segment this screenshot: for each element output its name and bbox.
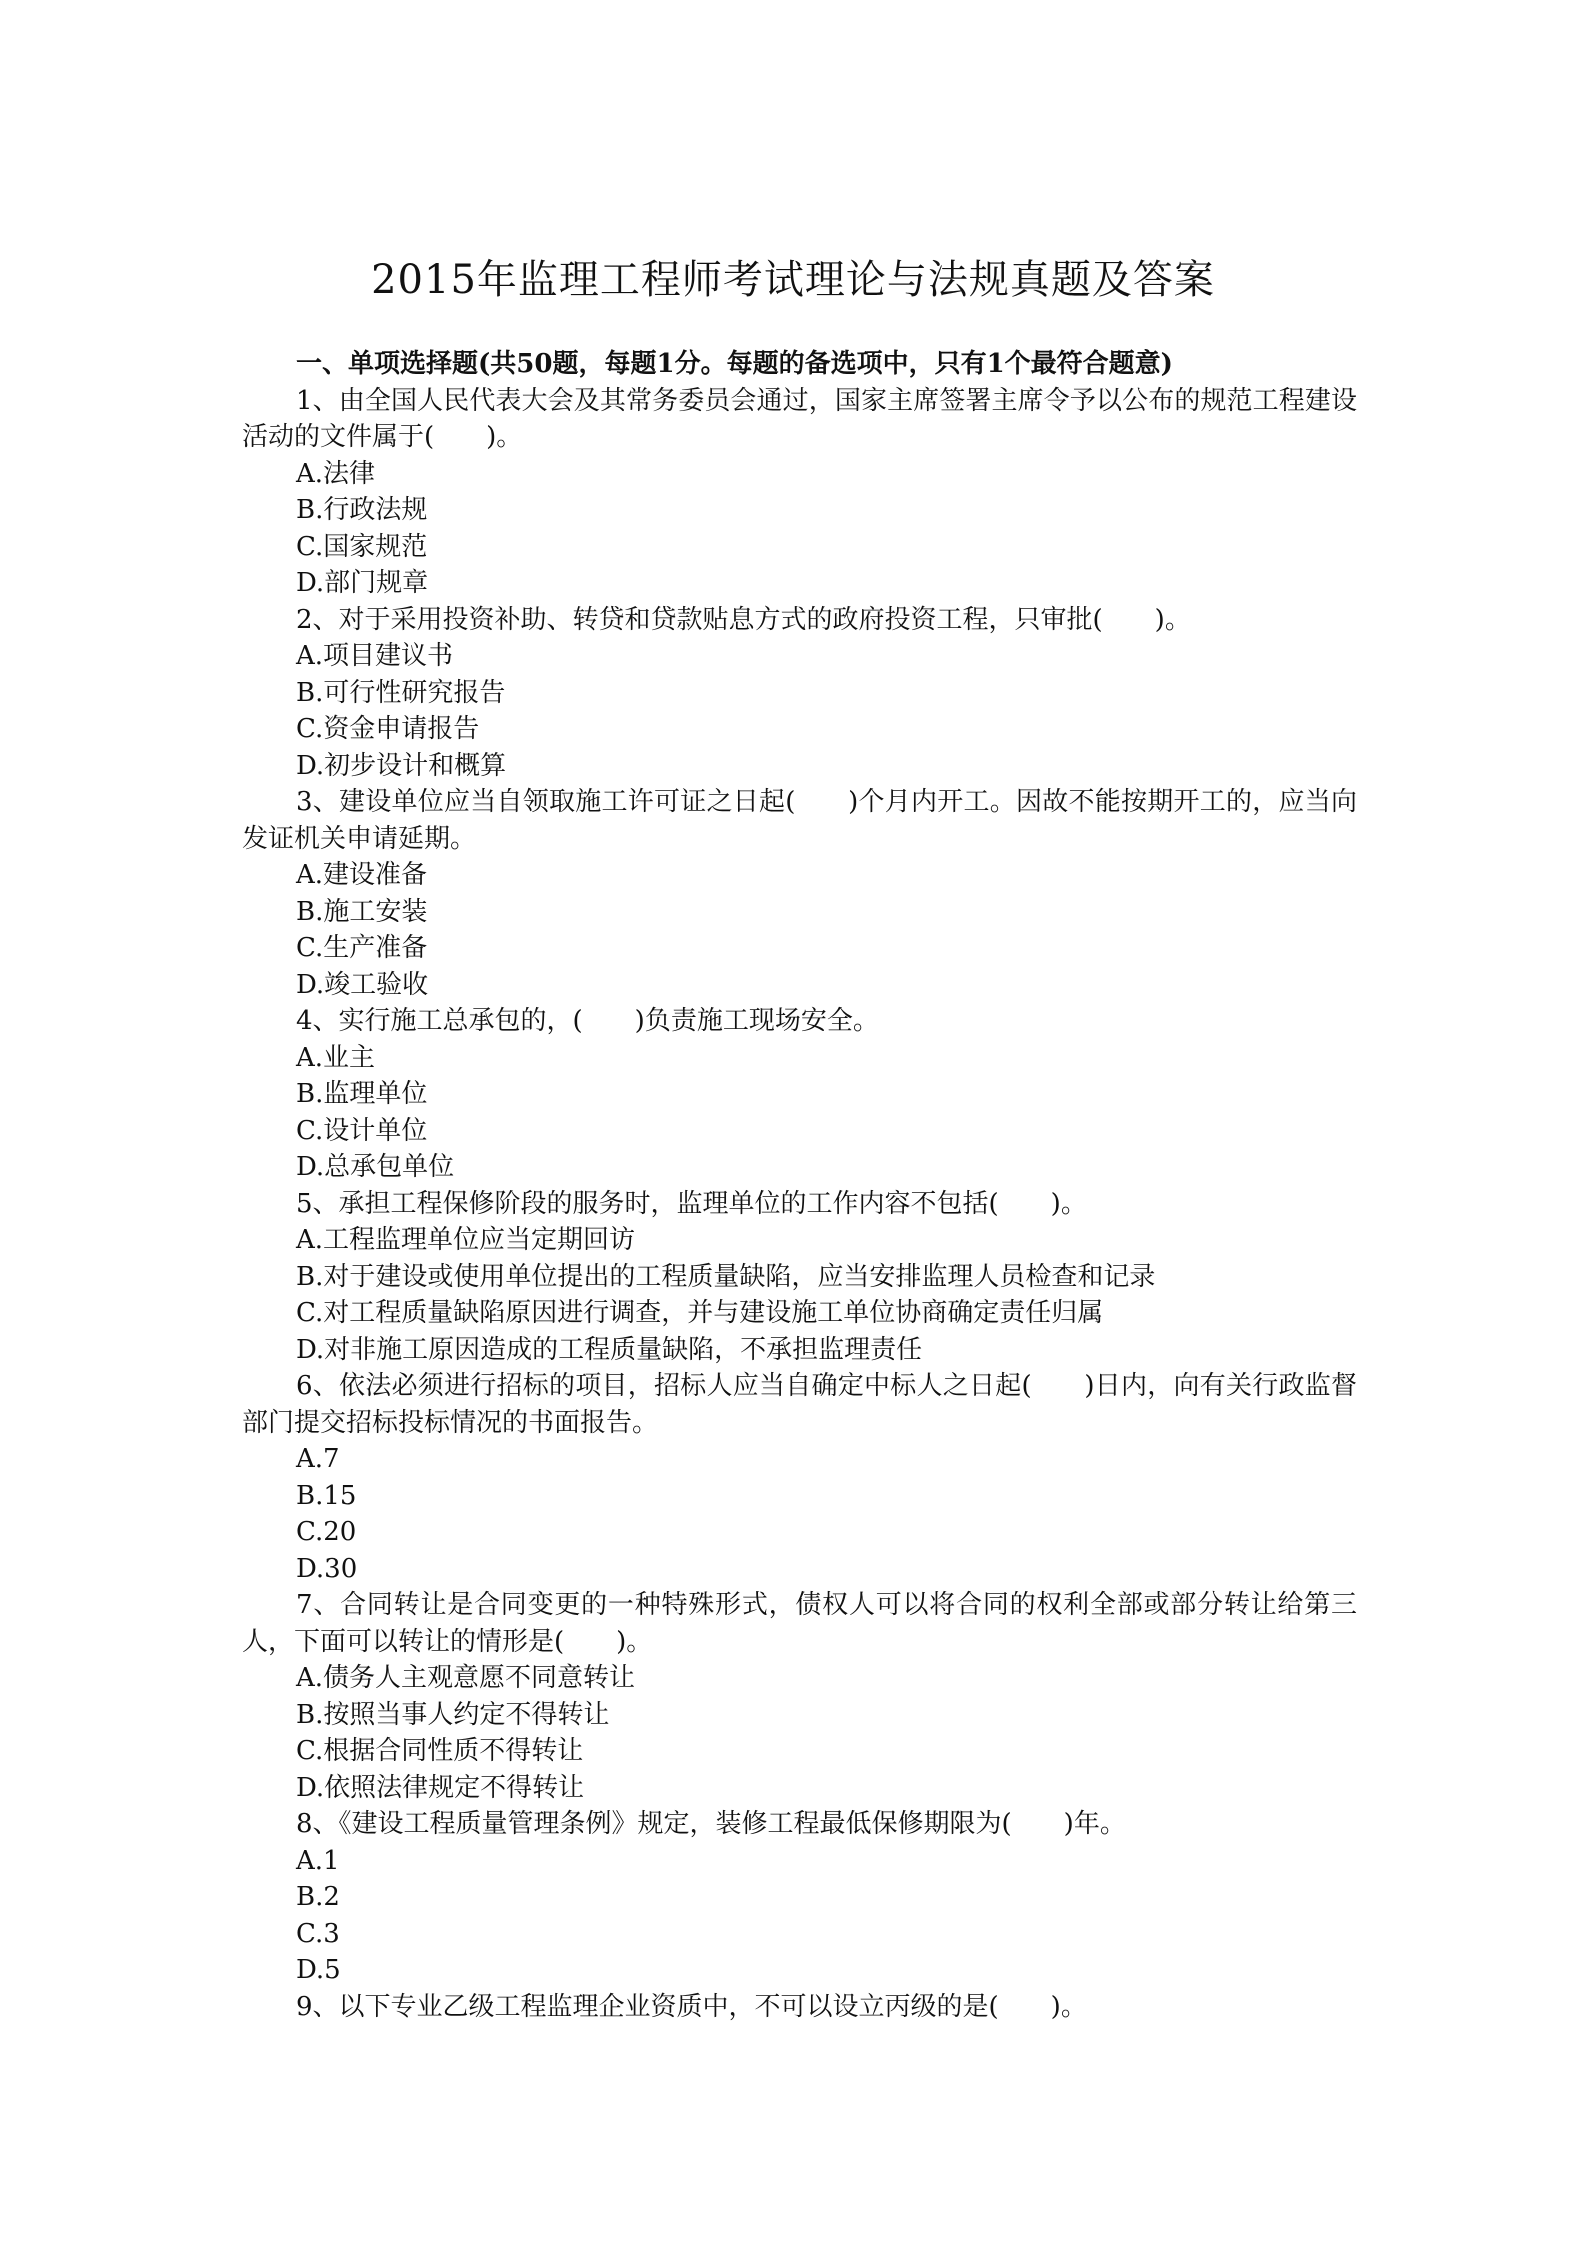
question-stem: 6、依法必须进行招标的项目，招标人应当自确定中标人之日起( )日内，向有关行政监督部门提交招标投标情况的书面报告。 — [242, 1371, 1357, 1438]
answer-option: C.根据合同性质不得转让 — [296, 1736, 584, 1766]
question-stem: 3、建设单位应当自领取施工许可证之日起( )个月内开工。因故不能按期开工的，应当向发证机关申请延期。 — [242, 787, 1357, 854]
answer-option: A.业主 — [296, 1042, 376, 1073]
answer-option: C.资金申请报告 — [296, 714, 480, 744]
answer-option: A.工程监理单位应当定期回访 — [296, 1225, 636, 1255]
question-block — [242, 1368, 1357, 1587]
question-block — [242, 602, 1357, 785]
question-stem: 9、以下专业乙级工程监理企业资质中，不可以设立丙级的是( )。 — [296, 1991, 1087, 2022]
answer-option: B.对于建设或使用单位提出的工程质量缺陷，应当安排监理人员检查和记录 — [296, 1261, 1156, 1292]
answer-option: A.7 — [296, 1444, 340, 1474]
answer-option: B.监理单位 — [296, 1079, 428, 1109]
question-block — [242, 1806, 1357, 1989]
answer-option: C.设计单位 — [296, 1115, 428, 1146]
answer-option: C.20 — [296, 1517, 357, 1547]
answer-option: B.行政法规 — [296, 495, 428, 525]
question-stem: 8、《建设工程质量管理条例》规定，装修工程最低保修期限为( )年。 — [296, 1809, 1126, 1839]
question-block — [242, 1003, 1357, 1186]
answer-option: C.3 — [296, 1918, 340, 1949]
answer-option: B.按照当事人约定不得转让 — [296, 1699, 610, 1730]
answer-option: C.国家规范 — [296, 531, 428, 562]
answer-option: B.2 — [296, 1882, 340, 1912]
answer-option: D.初步设计和概算 — [296, 750, 507, 781]
answer-option: C.对工程质量缺陷原因进行调查，并与建设施工单位协商确定责任归属 — [296, 1298, 1104, 1328]
answer-option: D.5 — [296, 1955, 341, 1985]
answer-option: B.施工安装 — [296, 896, 428, 927]
answer-option: A.建设准备 — [296, 860, 428, 890]
answer-option: D.对非施工原因造成的工程质量缺陷，不承担监理责任 — [296, 1334, 923, 1365]
section-heading: 一、单项选择题(共50题，每题1分。每题的备选项中，只有1个最符合题意) — [296, 349, 1173, 379]
answer-option: A.法律 — [296, 458, 376, 489]
question-block — [242, 1587, 1357, 1806]
question-stem: 2、对于采用投资补助、转贷和贷款贴息方式的政府投资工程，只审批( )。 — [296, 604, 1191, 635]
question-block — [242, 1186, 1357, 1369]
question-list — [242, 383, 1357, 2026]
question-stem: 4、实行施工总承包的，( )负责施工现场安全。 — [296, 1006, 879, 1036]
answer-option: C.生产准备 — [296, 933, 428, 963]
question-block — [242, 1989, 1357, 2026]
answer-option: D.30 — [296, 1553, 358, 1584]
answer-option: D.竣工验收 — [296, 969, 429, 1000]
answer-option: D.依照法律规定不得转让 — [296, 1772, 585, 1803]
question-stem: 1、由全国人民代表大会及其常务委员会通过，国家主席签署主席令予以公布的规范工程建设活动的文件属于( )。 — [242, 385, 1357, 452]
answer-option: D.总承包单位 — [296, 1152, 455, 1182]
question-stem: 5、承担工程保修阶段的服务时，监理单位的工作内容不包括( )。 — [296, 1188, 1087, 1219]
document-body — [242, 346, 1357, 2025]
answer-option: B.可行性研究报告 — [296, 677, 506, 708]
answer-option: D.部门规章 — [296, 568, 429, 598]
answer-option: A.1 — [296, 1845, 340, 1876]
question-stem: 7、合同转让是合同变更的一种特殊形式，债权人可以将合同的权利全部或部分转让给第三人，下面可以转让的情形是( )。 — [242, 1590, 1357, 1657]
document-title: 2015年监理工程师考试理论与法规真题及答案 — [371, 257, 1215, 303]
answer-option: A.债务人主观意愿不同意转让 — [296, 1663, 636, 1693]
question-block — [242, 784, 1357, 1003]
answer-option: B.15 — [296, 1480, 357, 1511]
answer-option: A.项目建议书 — [296, 641, 454, 671]
question-block — [242, 383, 1357, 602]
